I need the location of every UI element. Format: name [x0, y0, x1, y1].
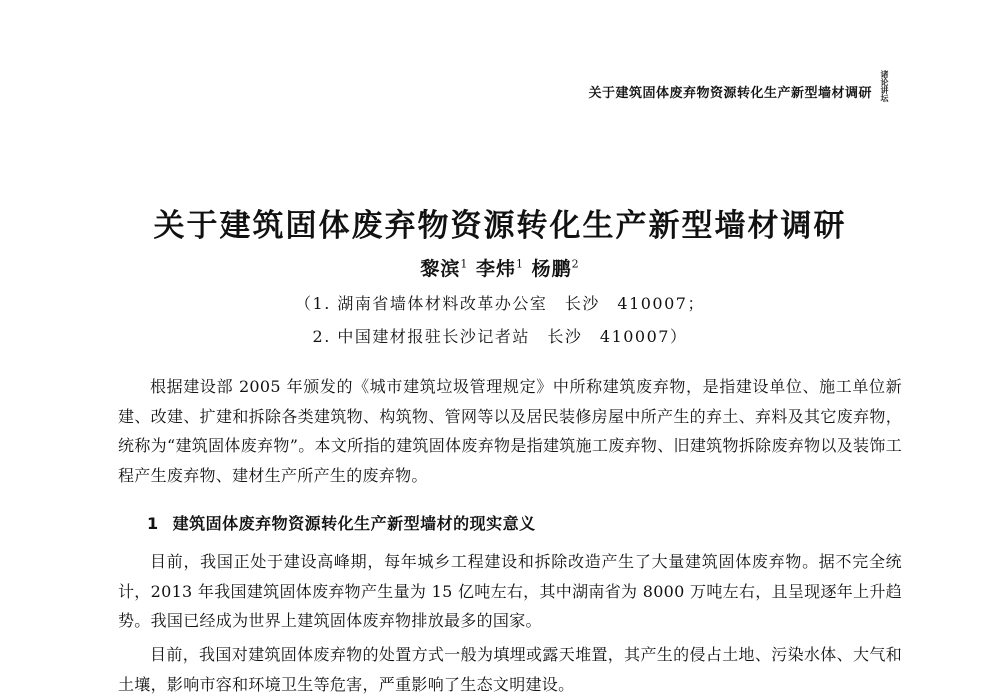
author-name: 李炜: [475, 258, 516, 280]
author-name: 杨鹏: [531, 258, 572, 280]
running-header: 关于建筑固体废弃物资源转化生产新型墙材调研: [588, 86, 872, 101]
body-paragraph-3: 目前，我国对建筑固体废弃物的处置方式一般为填埋或露天堆置，其产生的侵占土地、污染水体、大气和土壤，影响市容和环境卫生等危害，严重影响了生态文明建设。: [118, 645, 902, 694]
affiliation-1: （1. 湖南省墙体材料改革办公室 长沙 410007；: [295, 294, 705, 313]
affiliation-2: 2. 中国建材报驻长沙记者站 长沙 410007）: [312, 327, 688, 346]
author-superscript: 2: [571, 257, 580, 271]
section-number: 1: [147, 514, 159, 533]
side-column-mark: 诸论讲坛: [880, 70, 889, 102]
author-line: [0, 254, 1000, 281]
section-heading: [147, 511, 536, 534]
author-name: 黎滨: [420, 258, 461, 280]
body-paragraph-2: 目前，我国正处于建设高峰期，每年城乡工程建设和拆除改造产生了大量建筑固体废弃物。据不完全统计，2013 年我国建筑固体废弃物产生量为 15 亿吨左右，其中湖南省为 8000 万吨左右，且呈现逐年上升趋势。我国已经成为世界上建筑固体废弃物排放最多的国家。: [118, 552, 902, 630]
author-superscript: 1: [516, 257, 524, 271]
section-title: 建筑固体废弃物资源转化生产新型墙材的现实意义: [172, 514, 536, 533]
article-title: 关于建筑固体废弃物资源转化生产新型墙材调研: [153, 208, 847, 244]
author-superscript: 1: [460, 257, 469, 271]
intro-paragraph: 根据建设部 2005 年颁发的《城市建筑垃圾管理规定》中所称建筑废弃物，是指建设单位、施工单位新建、改建、扩建和拆除各类建筑物、构筑物、管网等以及居民装修房屋中所产生的弃土、弃料及其它废弃物，统称为“建筑固体废弃物”。本文所指的建筑固体废弃物是指建筑施工废弃物、旧建筑物拆除废弃物以及装饰工程产生废弃物、建材生产所产生的废弃物。: [118, 377, 902, 485]
